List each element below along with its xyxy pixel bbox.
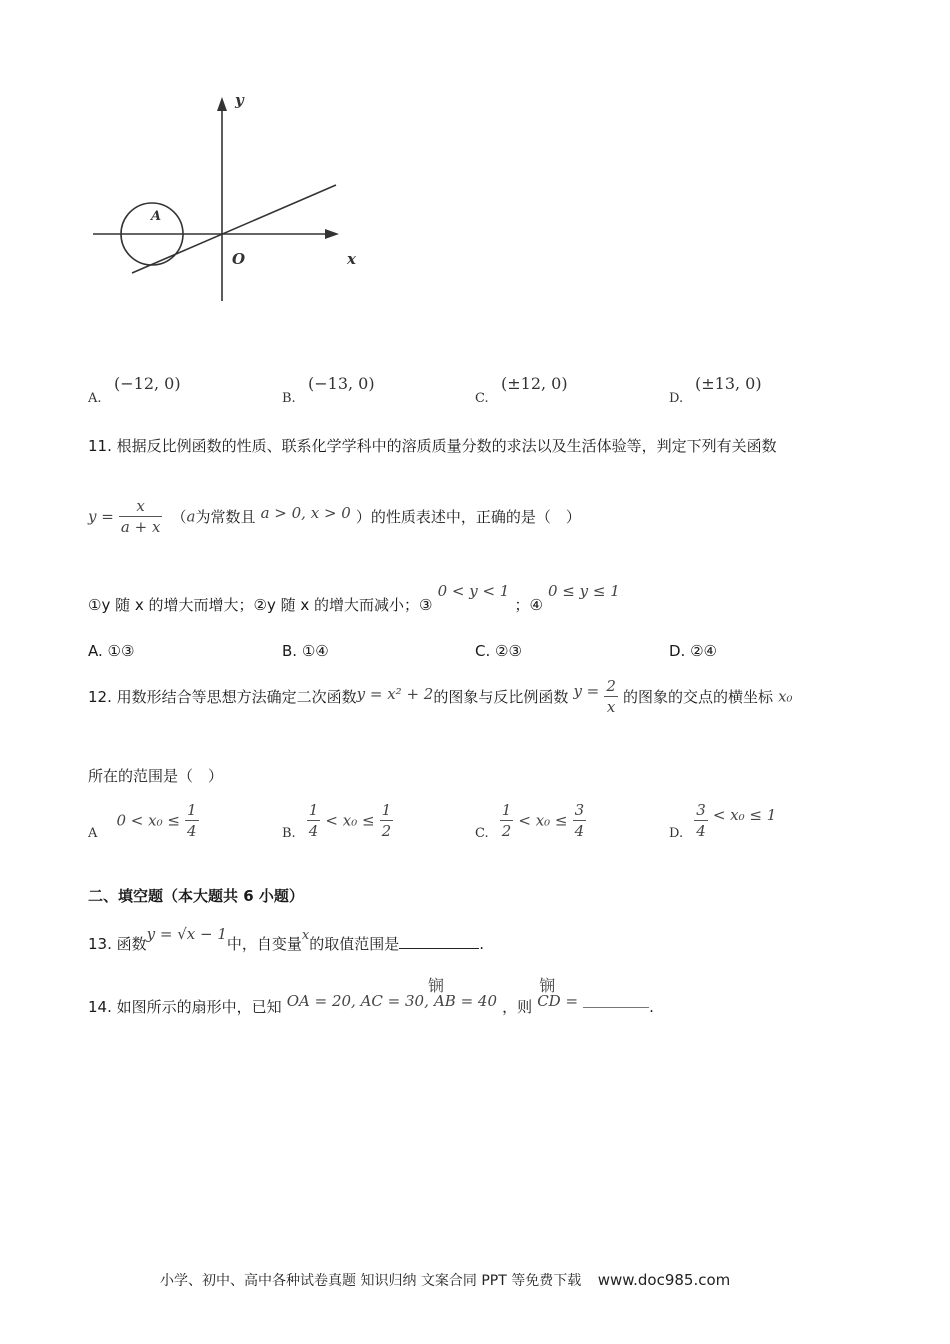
q11-stmt3-math: 0 < y < 1 bbox=[437, 582, 510, 600]
q11-option-b-value: ①④ bbox=[301, 642, 329, 660]
q11-stem: 11. 根据反比例函数的性质、联系化学学科中的溶质质量分数的求法以及生活体验等，判定下列有关函数 bbox=[88, 437, 777, 455]
q12-stem-d: 所在的范围是（ ） bbox=[88, 767, 224, 785]
q10-option-c-value: (±12, 0) bbox=[501, 374, 568, 393]
q12-option-a-left: 0 < x₀ ≤ bbox=[116, 811, 180, 830]
q12-inv-den: x bbox=[606, 698, 616, 716]
q12-option-c[interactable] bbox=[475, 800, 586, 848]
q12-option-b-pre-frac bbox=[307, 800, 321, 841]
q11-cond-math: a > 0, x > 0 bbox=[260, 503, 351, 522]
q12-option-c-frac bbox=[573, 800, 587, 841]
q14-answer-blank[interactable] bbox=[583, 989, 649, 1008]
q14-arc-ab-wrap bbox=[427, 976, 497, 1010]
q12-stem-c: 的图象的交点的横坐标 bbox=[622, 688, 773, 706]
q13-func: y = √x − 1 bbox=[146, 925, 227, 943]
q13-a: 13. 函数 bbox=[88, 935, 147, 953]
q10-option-b[interactable] bbox=[282, 372, 462, 408]
q11-sep4: ；④ bbox=[514, 596, 543, 614]
q11-option-d-value: ②④ bbox=[690, 642, 718, 660]
q11-cond-mid: 为常数且 bbox=[195, 508, 256, 526]
q11-function-line bbox=[88, 496, 581, 540]
label-o: O bbox=[232, 250, 246, 268]
q10-option-c[interactable] bbox=[475, 372, 655, 408]
q14-arc-cd-wrap bbox=[537, 976, 579, 1010]
q12-inv-lhs: y = bbox=[573, 681, 600, 700]
section2-title: 二、填空题（本大题共 6 小题） bbox=[88, 887, 304, 905]
q11-cond-close: ）的性质表述中，正确的是（ ） bbox=[355, 508, 581, 526]
label-x: x bbox=[347, 250, 356, 268]
q11-statements bbox=[88, 580, 620, 614]
q13-answer-blank[interactable] bbox=[399, 930, 479, 949]
q12-option-c-den: 4 bbox=[574, 822, 585, 840]
q13-c: 的取值范围是 bbox=[309, 935, 400, 953]
label-y: y bbox=[235, 91, 244, 109]
footer-url[interactable]: www.doc985.com bbox=[597, 1271, 731, 1289]
q12-option-d-letter: D. bbox=[669, 826, 684, 841]
q10-option-a-letter: A. bbox=[88, 391, 102, 406]
q10-option-b-letter: B. bbox=[282, 391, 296, 406]
x-axis-arrow bbox=[325, 229, 339, 239]
q11-statements-text: ①y 随 x 的增大而增大；②y 随 x 的增大而减小；③ bbox=[88, 596, 433, 614]
q10-option-c-letter: C. bbox=[475, 391, 489, 406]
q14-garble1: 锎 bbox=[427, 976, 444, 995]
q12-option-b-frac bbox=[380, 800, 394, 841]
q12-option-b-pre-den: 4 bbox=[308, 822, 319, 840]
q12-option-a-letter: A bbox=[88, 826, 98, 841]
footer bbox=[160, 1270, 730, 1290]
q10-option-d[interactable] bbox=[669, 372, 849, 408]
q12-option-b-den: 2 bbox=[381, 822, 392, 840]
q12-option-b-letter: B. bbox=[282, 826, 296, 841]
q11-option-a-letter: A. bbox=[88, 642, 103, 660]
q12-option-a-den: 4 bbox=[187, 822, 197, 840]
q11-option-d[interactable] bbox=[669, 642, 717, 660]
q11-option-c[interactable] bbox=[475, 642, 522, 660]
q13-line bbox=[88, 920, 484, 956]
q14-arc-cd: CD = bbox=[537, 992, 579, 1010]
footer-text: 小学、初中、高中各种试卷真题 知识归纳 文案合同 PPT 等免费下载 bbox=[160, 1273, 582, 1289]
q14-a: 14. 如图所示的扇形中，已知 bbox=[88, 998, 282, 1016]
q11-func-num: x bbox=[119, 496, 163, 517]
q12-option-d-mid: < x₀ ≤ 1 bbox=[712, 805, 777, 824]
q12-option-a-frac bbox=[185, 800, 199, 841]
q12-option-b[interactable] bbox=[282, 800, 393, 848]
q10-option-d-value: (±13, 0) bbox=[695, 374, 762, 393]
q11-cond-open: （ bbox=[171, 508, 187, 526]
q14-arc-ab: AB = 40 bbox=[433, 992, 497, 1010]
q11-func-fraction bbox=[119, 496, 163, 537]
q11-func-den: a + x bbox=[120, 518, 161, 536]
q12-option-d-pre-num: 3 bbox=[696, 801, 706, 819]
q10-option-a[interactable] bbox=[88, 372, 268, 408]
q12-x0: x₀ bbox=[778, 687, 793, 706]
q11-cond-a: a bbox=[186, 507, 196, 526]
q11-option-c-letter: C. bbox=[475, 642, 491, 660]
q11-option-c-value: ②③ bbox=[495, 642, 522, 660]
q11-option-b[interactable] bbox=[282, 642, 329, 660]
q11-option-a-value: ①③ bbox=[107, 642, 135, 660]
q13-b: 中，自变量 bbox=[226, 935, 302, 953]
q14-b: ，则 bbox=[502, 998, 533, 1016]
q10-option-b-value: (−13, 0) bbox=[308, 374, 375, 393]
q14-garble2: 锎 bbox=[539, 976, 556, 995]
q12-inv-num: 2 bbox=[606, 677, 616, 695]
q12-option-c-num: 3 bbox=[574, 801, 585, 819]
q12-quad-func: y = x² + 2 bbox=[356, 684, 434, 703]
q11-func-lhs: y = bbox=[88, 507, 114, 526]
q12-option-c-letter: C. bbox=[475, 826, 489, 841]
q10-option-d-letter: D. bbox=[669, 391, 684, 406]
q12-option-b-pre-num: 1 bbox=[308, 801, 319, 819]
q12-option-d-pre-den: 4 bbox=[696, 822, 706, 840]
q12-option-c-pre-num: 1 bbox=[501, 801, 512, 819]
q11-option-b-letter: B. bbox=[282, 642, 298, 660]
y-axis-arrow bbox=[217, 97, 227, 111]
q12-option-b-mid: < x₀ ≤ bbox=[325, 811, 375, 830]
q13-var: x bbox=[301, 928, 310, 943]
q12-option-c-pre-den: 2 bbox=[501, 822, 512, 840]
q13-end: . bbox=[479, 935, 485, 953]
q12-option-a-num: 1 bbox=[187, 801, 197, 819]
q11-stmt4-math: 0 ≤ y ≤ 1 bbox=[547, 582, 620, 600]
q12-option-c-pre-frac bbox=[500, 800, 514, 841]
q10-option-a-value: (−12, 0) bbox=[114, 374, 181, 393]
q14-line bbox=[88, 975, 654, 1019]
q11-option-a[interactable] bbox=[88, 642, 134, 660]
q14-math: OA = 20, AC = 30, bbox=[286, 992, 429, 1010]
q14-end: . bbox=[649, 998, 654, 1016]
q12-option-d-pre-frac bbox=[694, 800, 708, 841]
label-a: A bbox=[151, 209, 162, 224]
q12-stem-a: 12. 用数形结合等思想方法确定二次函数 bbox=[88, 688, 357, 706]
q12-option-b-num: 1 bbox=[381, 801, 392, 819]
q11-option-d-letter: D. bbox=[669, 642, 686, 660]
q12-stem-b: 的图象与反比例函数 bbox=[433, 688, 569, 706]
coordinate-figure bbox=[85, 85, 375, 310]
q12-stem-line bbox=[88, 676, 793, 724]
q12-inv-fraction bbox=[604, 676, 618, 717]
q12-option-a[interactable] bbox=[88, 800, 199, 848]
q12-option-d[interactable] bbox=[669, 800, 776, 848]
q12-option-c-mid: < x₀ ≤ bbox=[518, 811, 568, 830]
